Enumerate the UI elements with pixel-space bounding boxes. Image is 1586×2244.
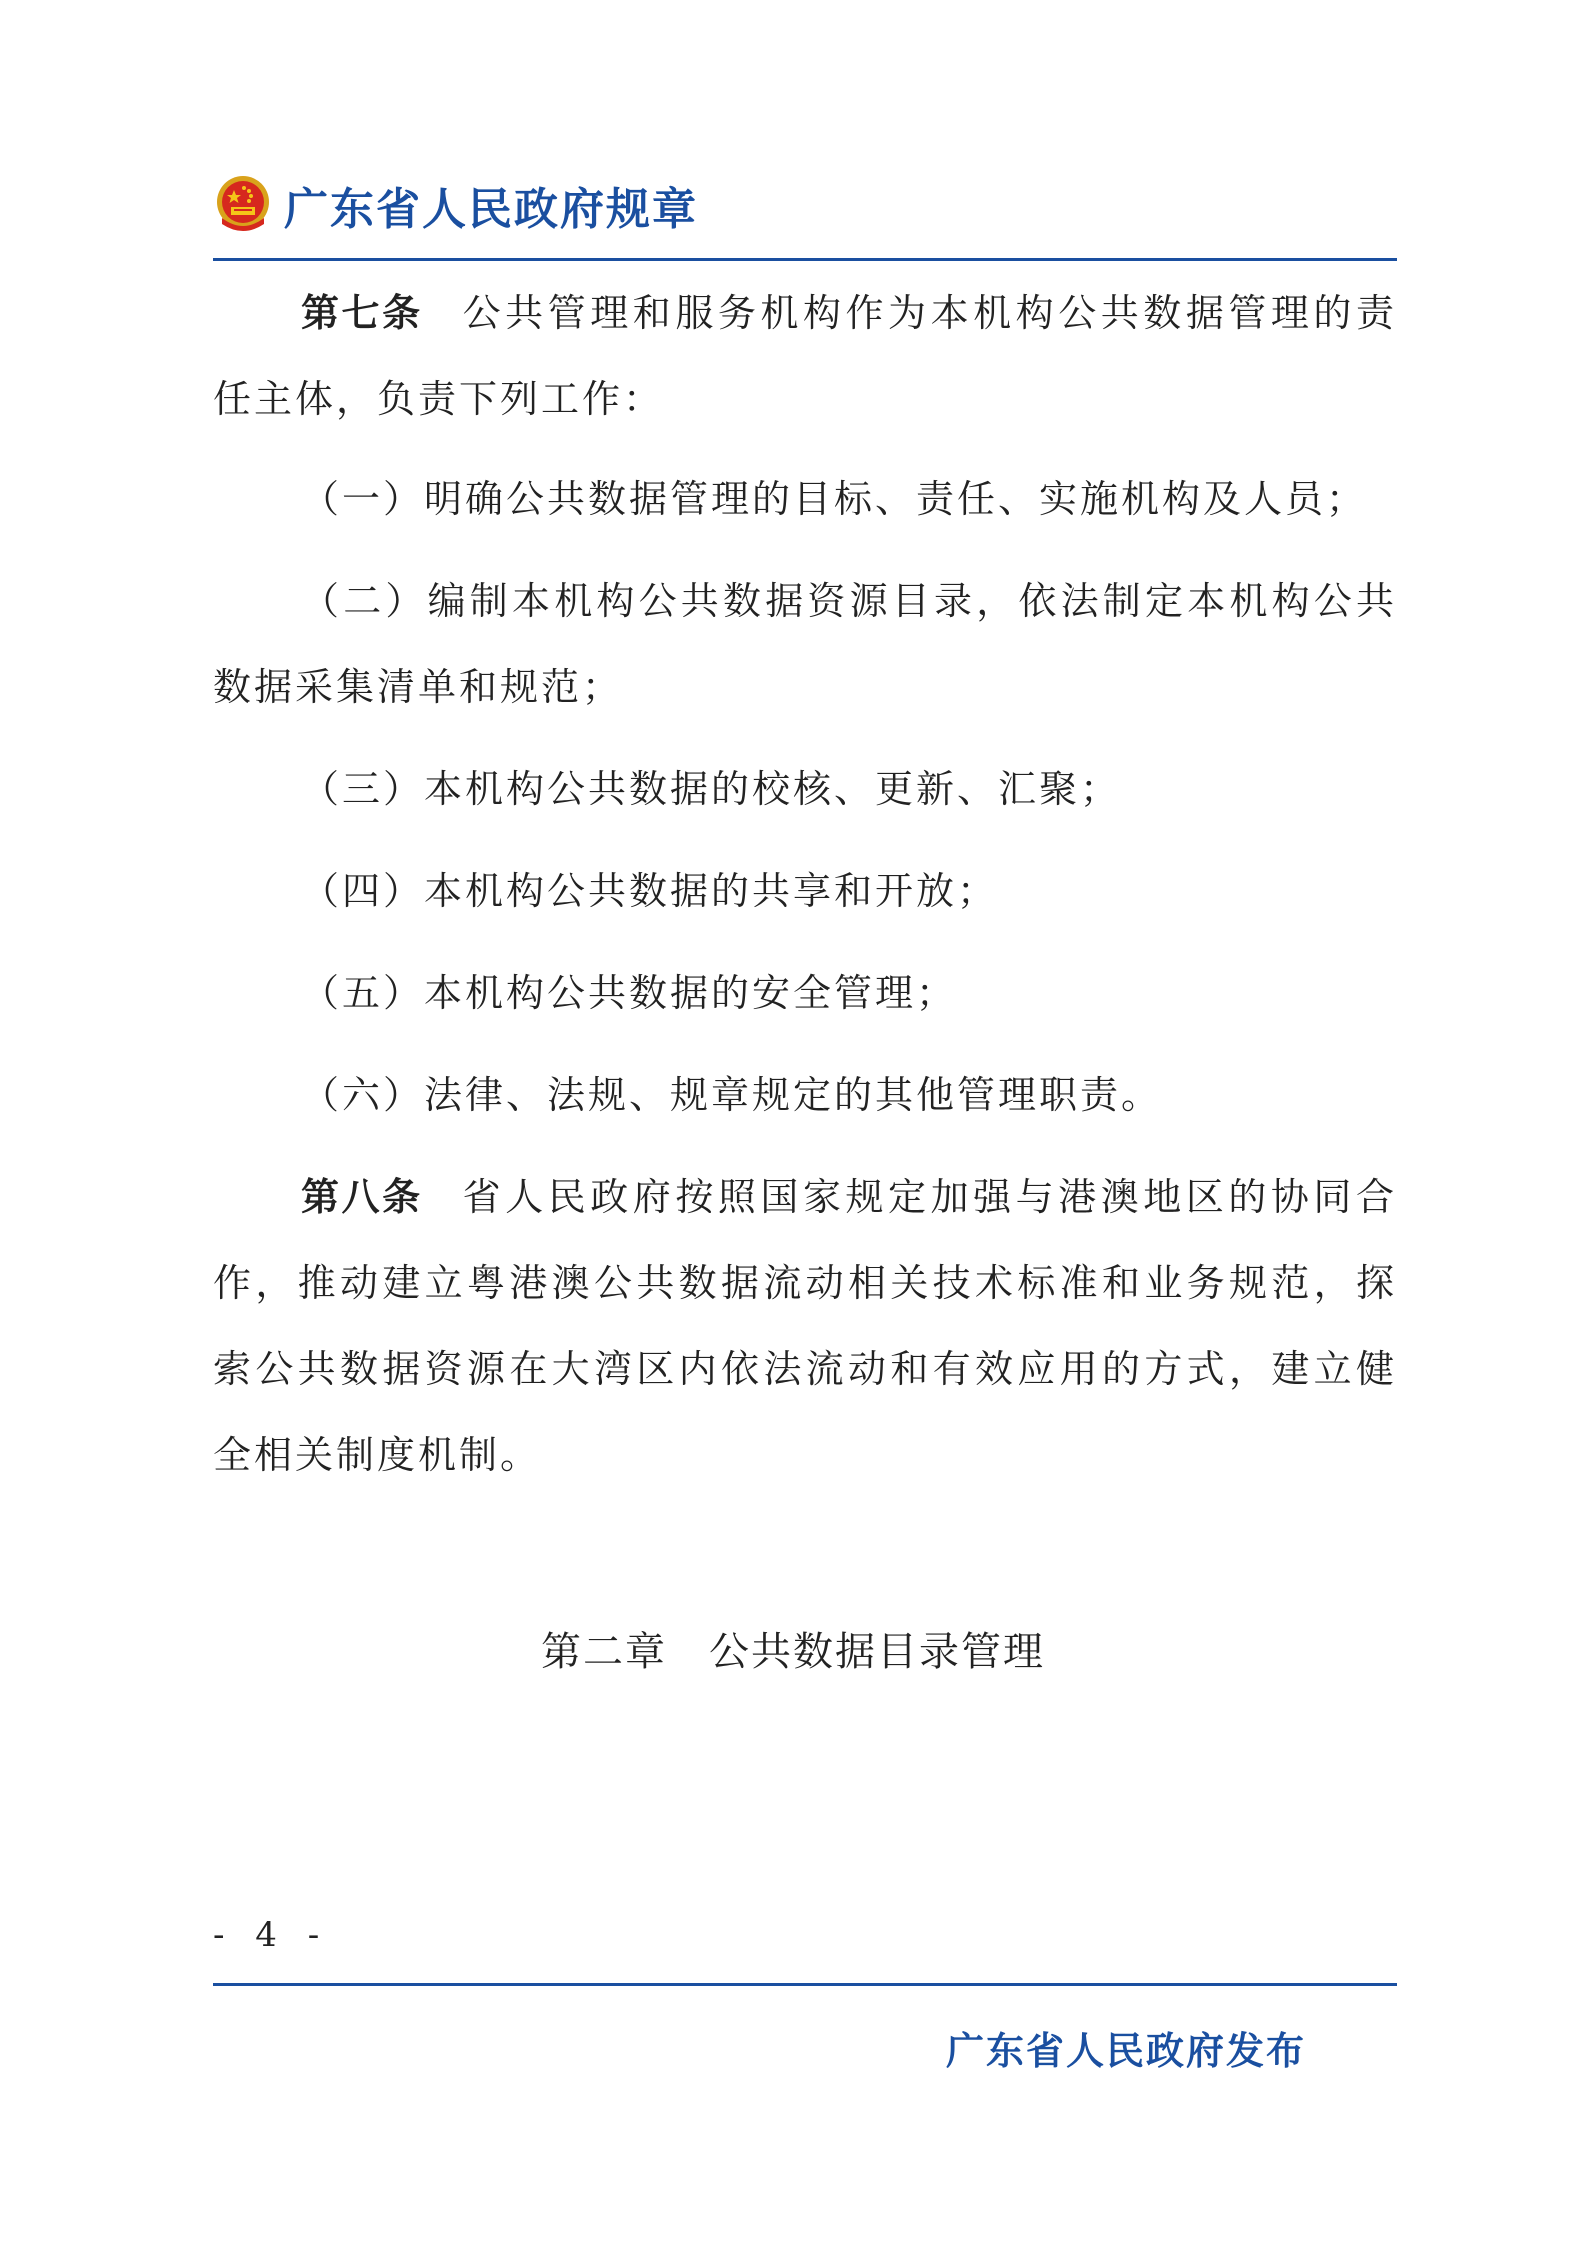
list-item: （二）编制本机构公共数据资源目录，依法制定本机构公共数据采集清单和规范； <box>213 579 1397 709</box>
list-item: （六）法律、法规、规章规定的其他管理职责。 <box>301 1073 1163 1117</box>
footer-divider <box>213 1983 1397 1986</box>
list-item: （四）本机构公共数据的共享和开放； <box>301 869 999 913</box>
page-number: - 4 - <box>213 1915 330 1955</box>
chapter-heading: 第二章 公共数据目录管理 <box>541 1629 1045 1675</box>
header-divider <box>213 258 1397 261</box>
list-item: （五）本机构公共数据的安全管理； <box>301 971 958 1015</box>
page-header <box>214 170 698 240</box>
article-8 <box>213 1154 1397 1498</box>
article-text: 公共管理和服务机构作为本机构公共数据管理的责任主体，负责下列工作： <box>213 291 1397 421</box>
list-item: （一）明确公共数据管理的目标、责任、实施机构及人员； <box>301 477 1368 521</box>
article-text: 省人民政府按照国家规定加强与港澳地区的协同合作，推动建立粤港澳公共数据流动相关技术标准和业务规范，探索公共数据资源在大湾区内依法流动和有效应用的方式，建立健全相关制度机制。 <box>213 1175 1397 1477</box>
article-label: 第七条 <box>301 291 423 335</box>
national-emblem-icon <box>214 174 272 236</box>
article-7 <box>213 270 1397 442</box>
document-body <box>213 270 1397 1512</box>
list-item: （三）本机构公共数据的校核、更新、汇聚； <box>301 767 1122 811</box>
header-title: 广东省人民政府规章 <box>284 184 698 235</box>
article-label: 第八条 <box>301 1175 423 1219</box>
footer-publisher: 广东省人民政府发布 <box>945 2029 1306 2073</box>
